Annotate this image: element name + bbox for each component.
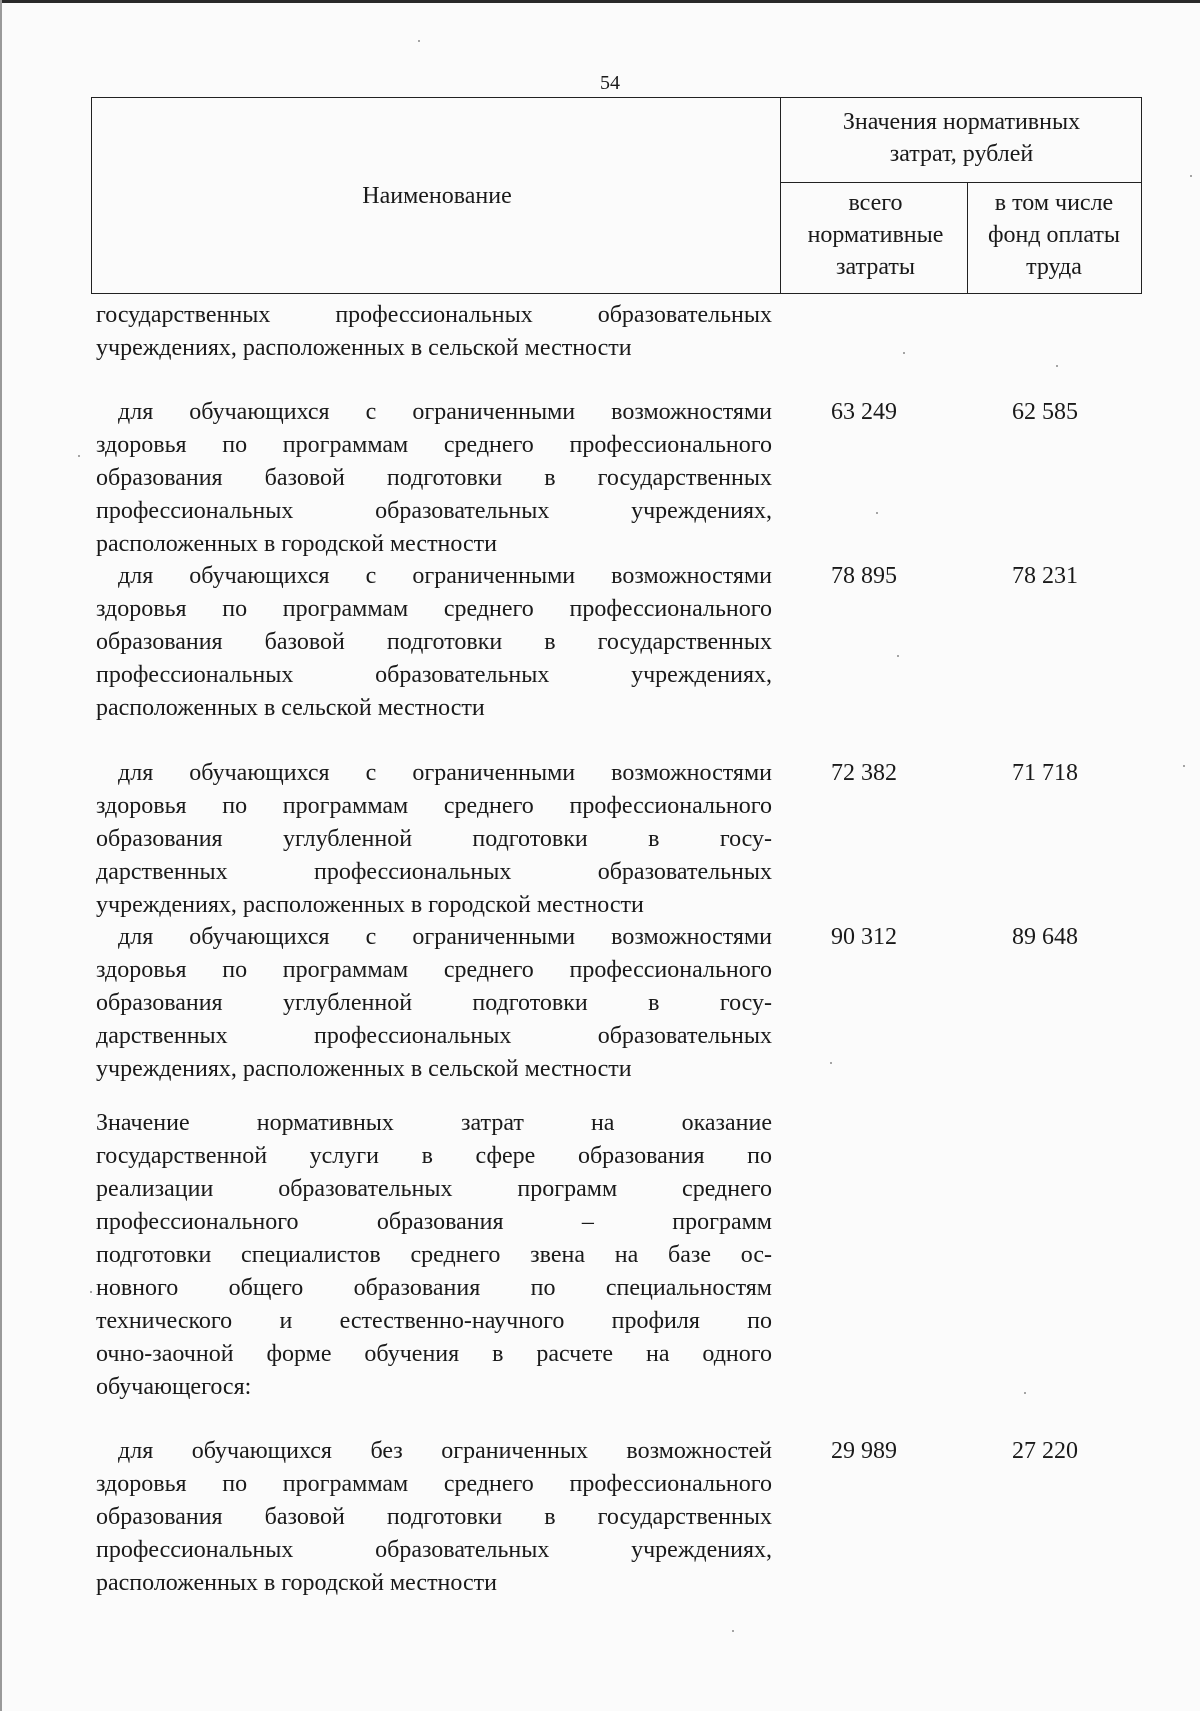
row-text-line: для обучающихся с ограниченными возможностями	[118, 760, 772, 786]
row-text-line: новного общего образования по специальностям	[96, 1275, 772, 1301]
table-row	[96, 757, 772, 922]
row-text-line: профессиональных образовательных учреждениях,	[96, 1537, 772, 1563]
row-fund-value: 62 585	[1012, 399, 1078, 425]
scan-speck	[903, 352, 905, 354]
scan-speck	[90, 1291, 92, 1293]
row-fund-value: 78 231	[1012, 563, 1078, 589]
row-text-line: здоровья по программам среднего профессионального	[96, 596, 772, 622]
row-text-line: здоровья по программам среднего профессионального	[96, 793, 772, 819]
column-header-fund	[969, 187, 1139, 283]
table-row-continuation	[96, 299, 772, 365]
row-total-value: 29 989	[831, 1438, 897, 1464]
column-header-total	[782, 187, 969, 283]
scan-speck	[1183, 765, 1185, 767]
header-line: Значения нормативных	[842, 109, 1081, 135]
row-text-line: дарственных профессиональных образовательных	[96, 1023, 772, 1049]
column-header-name: Наименование	[362, 183, 512, 209]
row-text-line: профессиональных образовательных учреждениях,	[96, 498, 772, 524]
scan-speck	[1056, 365, 1058, 367]
scan-speck	[897, 655, 899, 657]
row-text-line: профессионального образования – программ	[96, 1209, 772, 1235]
row-total-value: 72 382	[831, 760, 897, 786]
top-edge-line	[0, 0, 1200, 3]
row-text-line: учреждениях, расположенных в городской местности	[96, 892, 644, 918]
row-fund-value: 27 220	[1012, 1438, 1078, 1464]
header-line: фонд оплаты	[987, 222, 1121, 248]
header-line: в том числе	[994, 190, 1114, 216]
row-text-line: государственных профессиональных образовательных	[96, 302, 772, 328]
scan-speck	[1024, 1392, 1026, 1394]
row-text-line: для обучающихся с ограниченными возможностями	[118, 924, 772, 950]
table-row	[96, 396, 772, 561]
header-line: нормативные	[807, 222, 944, 248]
scan-speck	[732, 1630, 734, 1632]
row-text-line: технического и естественно-научного профиля по	[96, 1308, 772, 1334]
row-text-line: образования базовой подготовки в государственных	[96, 465, 772, 491]
row-text-line: расположенных в сельской местности	[96, 695, 485, 721]
row-text-line: здоровья по программам среднего профессионального	[96, 957, 772, 983]
scan-speck	[418, 40, 420, 42]
row-text-line: здоровья по программам среднего профессионального	[96, 432, 772, 458]
row-text-line: очно-заочной форме обучения в расчете на одного	[96, 1341, 772, 1367]
row-text-line: образования углубленной подготовки в госу-	[96, 826, 772, 852]
row-text-line: для обучающихся с ограниченными возможностями	[118, 399, 772, 425]
page-number: 54	[600, 72, 620, 94]
table-row	[96, 921, 772, 1086]
row-text-line: образования углубленной подготовки в госу-	[96, 990, 772, 1016]
header-line: всего	[848, 190, 903, 216]
scan-speck	[876, 512, 878, 514]
row-text-line: подготовки специалистов среднего звена на базе ос-	[96, 1242, 772, 1268]
row-text-line: учреждениях, расположенных в сельской местности	[96, 1056, 632, 1082]
row-text-line: учреждениях, расположенных в сельской местности	[96, 335, 632, 361]
row-text-line: дарственных профессиональных образовательных	[96, 859, 772, 885]
row-text-line: профессиональных образовательных учреждениях,	[96, 662, 772, 688]
row-fund-value: 71 718	[1012, 760, 1078, 786]
row-text-line: для обучающихся без ограниченных возможностей	[118, 1438, 772, 1464]
row-text-line: расположенных в городской местности	[96, 531, 497, 557]
row-total-value: 63 249	[831, 399, 897, 425]
row-total-value: 78 895	[831, 563, 897, 589]
row-text-line: Значение нормативных затрат на оказание	[96, 1110, 772, 1136]
row-text-line: обучающегося:	[96, 1374, 252, 1400]
scan-speck	[1190, 175, 1192, 177]
header-line: затрат, рублей	[889, 141, 1034, 167]
header-line: затраты	[836, 254, 915, 280]
row-fund-value: 89 648	[1012, 924, 1078, 950]
column-header-values	[782, 106, 1141, 170]
section-heading	[96, 1107, 772, 1404]
row-text-line: государственной услуги в сфере образования по	[96, 1143, 772, 1169]
table-row	[96, 560, 772, 725]
header-divider-horizontal	[780, 182, 1141, 183]
header-line: труда	[1026, 254, 1082, 280]
scan-speck	[830, 1062, 832, 1064]
row-total-value: 90 312	[831, 924, 897, 950]
row-text-line: образования базовой подготовки в государственных	[96, 629, 772, 655]
row-text-line: для обучающихся с ограниченными возможностями	[118, 563, 772, 589]
table-row	[96, 1435, 772, 1600]
left-edge-line	[0, 0, 2, 1711]
table-header	[91, 97, 1142, 294]
scan-speck	[78, 455, 80, 457]
row-text-line: здоровья по программам среднего профессионального	[96, 1471, 772, 1497]
row-text-line: реализации образовательных программ среднего	[96, 1176, 772, 1202]
row-text-line: расположенных в городской местности	[96, 1570, 497, 1596]
row-text-line: образования базовой подготовки в государственных	[96, 1504, 772, 1530]
